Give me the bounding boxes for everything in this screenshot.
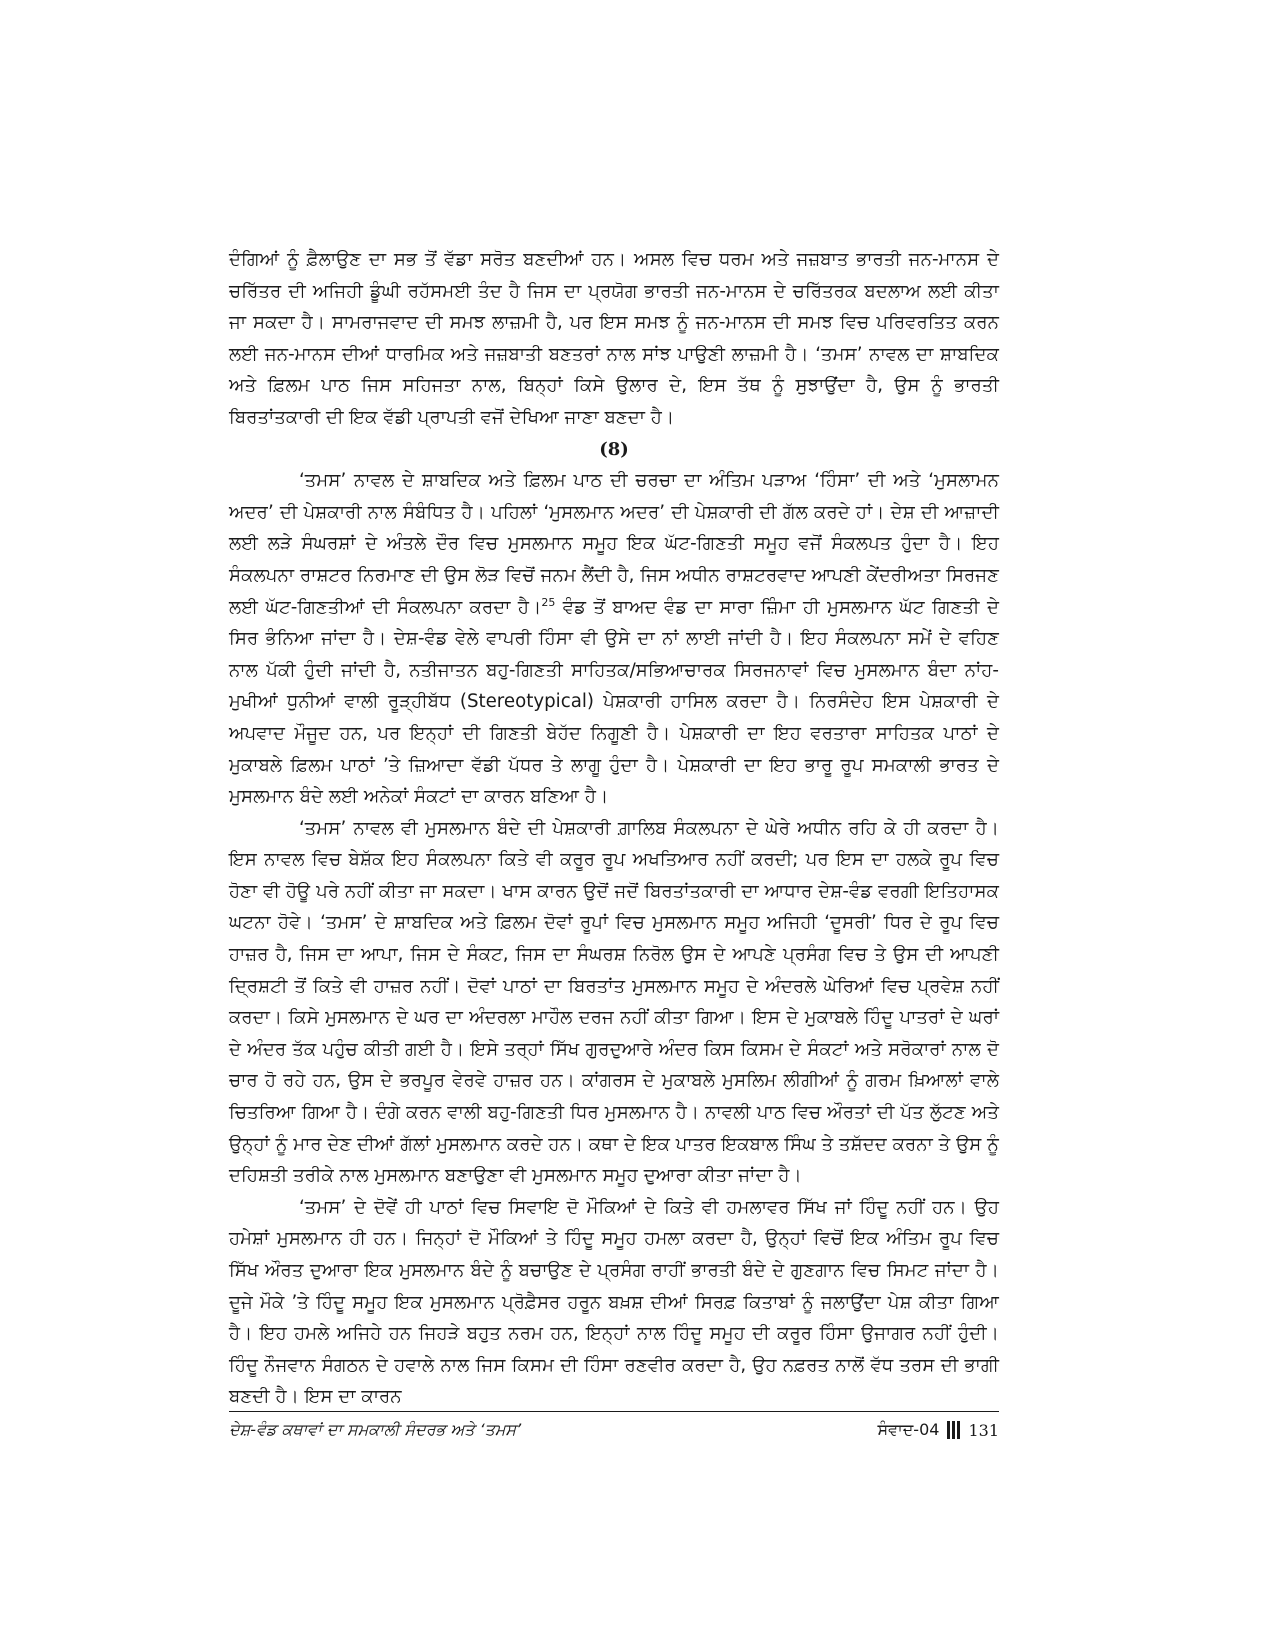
paragraph-4: ‘ਤਮਸ’ ਦੇ ਦੋਵੇਂ ਹੀ ਪਾਠਾਂ ਵਿਚ ਸਿਵਾਇ ਦੋ ਮੌਕਿਆਂ ਦੇ ਕਿਤੇ ਵੀ ਹਮਲਾਵਰ ਸਿੱਖ ਜਾਂ ਹਿੰਦੂ ਨਹੀਂ ਹਨ। ਉਹ ਹਮੇਸ਼ਾਂ ਮੁਸਲਮਾਨ ਹੀ ਹਨ। ਜਿਨ੍ਹਾਂ ਦੋ ਮੌਕਿਆਂ ਤੇ ਹਿੰਦੂ ਸਮੂਹ ਹਮਲਾ ਕਰਦਾ ਹੈ, ਉਨ੍ਹਾਂ ਵਿਚੋਂ ਇਕ ਅੰਤਿਮ ਰੂਪ ਵਿਚ ਸਿੱਖ ਔਰਤ ਦੁਆਰਾ ਇਕ ਮੁਸਲਮਾਨ ਬੰਦੇ ਨੂੰ ਬਚਾਉਣ ਦੇ ਪ੍ਰਸੰਗ ਰਾਹੀਂ ਭਾਰਤੀ ਬੰਦੇ ਦੇ ਗੁਣਗਾਨ ਵਿਚ ਸਿਮਟ ਜਾਂਦਾ ਹੈ। ਦੂਜੇ ਮੌਕੇ ’ਤੇ ਹਿੰਦੂ ਸਮੂਹ ਇਕ ਮੁਸਲਮਾਨ ਪ੍ਰੋਫ਼ੈਸਰ ਹਰੂਨ ਬਖ਼ਸ਼ ਦੀਆਂ ਸਿਰਫ਼ ਕਿਤਾਬਾਂ ਨੂੰ ਜਲਾਉਂਦਾ ਪੇਸ਼ ਕੀਤਾ ਗਿਆ ਹੈ। ਇਹ ਹਮਲੇ ਅਜਿਹੇ ਹਨ ਜਿਹੜੇ ਬਹੁਤ ਨਰਮ ਹਨ, ਇਨ੍ਹਾਂ ਨਾਲ ਹਿੰਦੂ ਸਮੂਹ ਦੀ ਕਰੂਰ ਹਿੰਸਾ ਉਜਾਗਰ ਨਹੀਂ ਹੁੰਦੀ। ਹਿੰਦੂ ਨੌਜਵਾਨ ਸੰਗਠਨ ਦੇ ਹਵਾਲੇ ਨਾਲ ਜਿਸ ਕਿਸਮ ਦੀ ਹਿੰਸਾ ਰਣਵੀਰ ਕਰਦਾ ਹੈ, ਉਹ ਨਫ਼ਰਤ ਨਾਲੋਂ ਵੱਧ ਤਰਸ ਦੀ ਭਾਗੀ ਬਣਦੀ ਹੈ। ਇਸ ਦਾ ਕਾਰਨ xyxy=(229,1196,999,1408)
journal-name: ਸੰਵਾਦ-04 xyxy=(877,1420,940,1439)
paragraph-2-continued: ਵੰਡ ਤੋਂ ਬਾਅਦ ਵੰਡ ਦਾ ਸਾਰਾ ਜ਼ਿੰਮਾ ਹੀ ਮੁਸਲਮਾਨ ਘੱਟ ਗਿਣਤੀ ਦੇ ਸਿਰ ਭੰਨਿਆ ਜਾਂਦਾ ਹੈ। ਦੇਸ਼-ਵੰਡ ਵੇਲੇ ਵਾਪਰੀ ਹਿੰਸਾ ਵੀ ਉਸੇ ਦਾ ਨਾਂ ਲਾਈ ਜਾਂਦੀ ਹੈ। ਇਹ ਸੰਕਲਪਨਾ ਸਮੇਂ ਦੇ ਵਹਿਣ ਨਾਲ ਪੱਕੀ ਹੁੰਦੀ ਜਾਂਦੀ ਹੈ, ਨਤੀਜਾਤਨ ਬਹੁ-ਗਿਣਤੀ ਸਾਹਿਤਕ/ਸਭਿਆਚਾਰਕ ਸਿਰਜਨਾਵਾਂ ਵਿਚ ਮੁਸਲਮਾਨ ਬੰਦਾ ਨਾਂਹ-ਮੁਖੀਆਂ ਧੁਨੀਆਂ ਵਾਲੀ ਰੂੜ੍ਹੀਬੱਧ (Stereotypical) ਪੇਸ਼ਕਾਰੀ ਹਾਸਿਲ ਕਰਦਾ ਹੈ। ਨਿਰਸੰਦੇਹ ਇਸ ਪੇਸ਼ਕਾਰੀ ਦੇ ਅਪਵਾਦ ਮੌਜੂਦ ਹਨ, ਪਰ ਇਨ੍ਹਾਂ ਦੀ ਗਿਣਤੀ ਬੇਹੱਦ ਨਿਗੂਣੀ ਹੈ। ਪੇਸ਼ਕਾਰੀ ਦਾ ਇਹ ਵਰਤਾਰਾ ਸਾਹਿਤਕ ਪਾਠਾਂ ਦੇ ਮੁਕਾਬਲੇ ਫ਼ਿਲਮ ਪਾਠਾਂ ’ਤੇ ਜ਼ਿਆਦਾ ਵੱਡੀ ਪੱਧਰ ਤੇ ਲਾਗੂ ਹੁੰਦਾ ਹੈ। ਪੇਸ਼ਕਾਰੀ ਦਾ ਇਹ ਭਾਰੂ ਰੂਪ ਸਮਕਾਲੀ ਭਾਰਤ ਦੇ ਮੁਸਲਮਾਨ ਬੰਦੇ ਲਈ ਅਨੇਕਾਂ ਸੰਕਟਾਂ ਦਾ ਕਾਰਨ ਬਣਿਆ ਹੈ। xyxy=(229,596,999,808)
page-footer xyxy=(229,1411,999,1440)
section-number: (8) xyxy=(599,438,629,460)
paragraph-1: ਦੰਗਿਆਂ ਨੂੰ ਫ਼ੈਲਾਉਣ ਦਾ ਸਭ ਤੋਂ ਵੱਡਾ ਸਰੋਤ ਬਣਦੀਆਂ ਹਨ। ਅਸਲ ਵਿਚ ਧਰਮ ਅਤੇ ਜਜ਼ਬਾਤ ਭਾਰਤੀ ਜਨ-ਮਾਨਸ ਦੇ ਚਰਿੱਤਰ ਦੀ ਅਜਿਹੀ ਡੂੰਘੀ ਰਹੱਸਮਈ ਤੰਦ ਹੈ ਜਿਸ ਦਾ ਪ੍ਰਯੋਗ ਭਾਰਤੀ ਜਨ-ਮਾਨਸ ਦੇ ਚਰਿੱਤਰਕ ਬਦਲਾਅ ਲਈ ਕੀਤਾ ਜਾ ਸਕਦਾ ਹੈ। ਸਾਮਰਾਜਵਾਦ ਦੀ ਸਮਝ ਲਾਜ਼ਮੀ ਹੈ, ਪਰ ਇਸ ਸਮਝ ਨੂੰ ਜਨ-ਮਾਨਸ ਦੀ ਸਮਝ ਵਿਚ ਪਰਿਵਰਤਿਤ ਕਰਨ ਲਈ ਜਨ-ਮਾਨਸ ਦੀਆਂ ਧਾਰਮਿਕ ਅਤੇ ਜਜ਼ਬਾਤੀ ਬਣਤਰਾਂ ਨਾਲ ਸਾਂਝ ਪਾਉਣੀ ਲਾਜ਼ਮੀ ਹੈ। ‘ਤਮਸ’ ਨਾਵਲ ਦਾ ਸ਼ਾਬਦਿਕ ਅਤੇ ਫ਼ਿਲਮ ਪਾਠ ਜਿਸ ਸਹਿਜਤਾ ਨਾਲ, ਬਿਨ੍ਹਾਂ ਕਿਸੇ ਉਲਾਰ ਦੇ, ਇਸ ਤੱਥ ਨੂੰ ਸੁਝਾਉਂਦਾ ਹੈ, ਉਸ ਨੂੰ ਭਾਰਤੀ ਬਿਰਤਾਂਤਕਾਰੀ ਦੀ ਇਕ ਵੱਡੀ ਪ੍ਰਾਪਤੀ ਵਜੋਂ ਦੇਖਿਆ ਜਾਣਾ ਬਣਦਾ ਹੈ। xyxy=(229,249,999,428)
paragraph-2-text: ‘ਤਮਸ’ ਨਾਵਲ ਦੇ ਸ਼ਾਬਦਿਕ ਅਤੇ ਫ਼ਿਲਮ ਪਾਠ ਦੀ ਚਰਚਾ ਦਾ ਅੰਤਿਮ ਪੜਾਅ ‘ਹਿੰਸਾ’ ਦੀ ਅਤੇ ‘ਮੁਸਲਾਮਨ ਅਦਰ’ ਦੀ ਪੇਸ਼ਕਾਰੀ ਨਾਲ ਸੰਬੰਧਿਤ ਹੈ। ਪਹਿਲਾਂ ‘ਮੁਸਲਮਾਨ ਅਦਰ’ ਦੀ ਪੇਸ਼ਕਾਰੀ ਦੀ ਗੱਲ ਕਰਦੇ ਹਾਂ। ਦੇਸ਼ ਦੀ ਆਜ਼ਾਦੀ ਲਈ ਲੜੇ ਸੰਘਰਸ਼ਾਂ ਦੇ ਅੰਤਲੇ ਦੌਰ ਵਿਚ ਮੁਸਲਮਾਨ ਸਮੂਹ ਇਕ ਘੱਟ-ਗਿਣਤੀ ਸਮੂਹ ਵਜੋਂ ਸੰਕਲਪਤ ਹੁੰਦਾ ਹੈ। ਇਹ ਸੰਕਲਪਨਾ ਰਾਸ਼ਟਰ ਨਿਰਮਾਣ ਦੀ ਉਸ ਲੋੜ ਵਿਚੋਂ ਜਨਮ ਲੈਂਦੀ ਹੈ, ਜਿਸ ਅਧੀਨ ਰਾਸ਼ਟਰਵਾਦ ਆਪਣੀ ਕੇਂਦਰੀਅਤਾ ਸਿਰਜਣ ਲਈ ਘੱਟ-ਗਿਣਤੀਆਂ ਦੀ ਸੰਕਲਪਨਾ ਕਰਦਾ ਹੈ। xyxy=(229,470,999,618)
footnote-reference[interactable]: 25 xyxy=(541,595,556,609)
page-number: 131 xyxy=(968,1420,999,1440)
footer-right xyxy=(877,1420,999,1440)
running-title: ਦੇਸ਼-ਵੰਡ ਕਥਾਵਾਂ ਦਾ ਸਮਕਾਲੀ ਸੰਦਰਭ ਅਤੇ ‘ਤਮਸ’ xyxy=(229,1420,522,1439)
paragraph-3: ‘ਤਮਸ’ ਨਾਵਲ ਵੀ ਮੁਸਲਮਾਨ ਬੰਦੇ ਦੀ ਪੇਸ਼ਕਾਰੀ ਗ਼ਾਲਿਬ ਸੰਕਲਪਨਾ ਦੇ ਘੇਰੇ ਅਧੀਨ ਰਹਿ ਕੇ ਹੀ ਕਰਦਾ ਹੈ। ਇਸ ਨਾਵਲ ਵਿਚ ਬੇਸ਼ੱਕ ਇਹ ਸੰਕਲਪਨਾ ਕਿਤੇ ਵੀ ਕਰੂਰ ਰੂਪ ਅਖਤਿਆਰ ਨਹੀਂ ਕਰਦੀ; ਪਰ ਇਸ ਦਾ ਹਲਕੇ ਰੂਪ ਵਿਚ ਹੋਣਾ ਵੀ ਹੋਊ ਪਰੇ ਨਹੀਂ ਕੀਤਾ ਜਾ ਸਕਦਾ। ਖਾਸ ਕਾਰਨ ਉਦੋਂ ਜਦੋਂ ਬਿਰਤਾਂਤਕਾਰੀ ਦਾ ਆਧਾਰ ਦੇਸ਼-ਵੰਡ ਵਰਗੀ ਇਤਿਹਾਸਕ ਘਟਨਾ ਹੋਵੇ। ‘ਤਮਸ’ ਦੇ ਸ਼ਾਬਦਿਕ ਅਤੇ ਫ਼ਿਲਮ ਦੋਵਾਂ ਰੂਪਾਂ ਵਿਚ ਮੁਸਲਮਾਨ ਸਮੂਹ ਅਜਿਹੀ ‘ਦੂਸਰੀ’ ਧਿਰ ਦੇ ਰੂਪ ਵਿਚ ਹਾਜ਼ਰ ਹੈ, ਜਿਸ ਦਾ ਆਪਾ, ਜਿਸ ਦੇ ਸੰਕਟ, ਜਿਸ ਦਾ ਸੰਘਰਸ਼ ਨਿਰੋਲ ਉਸ ਦੇ ਆਪਣੇ ਪ੍ਰਸੰਗ ਵਿਚ ਤੇ ਉਸ ਦੀ ਆਪਣੀ ਦ੍ਰਿਸ਼ਟੀ ਤੋਂ ਕਿਤੇ ਵੀ ਹਾਜ਼ਰ ਨਹੀਂ। ਦੋਵਾਂ ਪਾਠਾਂ ਦਾ ਬਿਰਤਾਂਤ ਮੁਸਲਮਾਨ ਸਮੂਹ ਦੇ ਅੰਦਰਲੇ ਘੇਰਿਆਂ ਵਿਚ ਪ੍ਰਵੇਸ਼ ਨਹੀਂ ਕਰਦਾ। ਕਿਸੇ ਮੁਸਲਮਾਨ ਦੇ ਘਰ ਦਾ ਅੰਦਰਲਾ ਮਾਹੌਲ ਦਰਜ ਨਹੀਂ ਕੀਤਾ ਗਿਆ। ਇਸ ਦੇ ਮੁਕਾਬਲੇ ਹਿੰਦੂ ਪਾਤਰਾਂ ਦੇ ਘਰਾਂ ਦੇ ਅੰਦਰ ਤੱਕ ਪਹੁੰਚ ਕੀਤੀ ਗਈ ਹੈ। ਇਸੇ ਤਰ੍ਹਾਂ ਸਿੱਖ ਗੁਰਦੁਆਰੇ ਅੰਦਰ ਕਿਸ ਕਿਸਮ ਦੇ ਸੰਕਟਾਂ ਅਤੇ ਸਰੋਕਾਰਾਂ ਨਾਲ ਦੋ ਚਾਰ ਹੋ ਰਹੇ ਹਨ, ਉਸ ਦੇ ਭਰਪੂਰ ਵੇਰਵੇ ਹਾਜ਼ਰ ਹਨ। ਕਾਂਗਰਸ ਦੇ ਮੁਕਾਬਲੇ ਮੁਸਲਿਮ ਲੀਗੀਆਂ ਨੂੰ ਗਰਮ ਖ਼ਿਆਲਾਂ ਵਾਲੇ ਚਿਤਰਿਆ ਗਿਆ ਹੈ। ਦੰਗੇ ਕਰਨ ਵਾਲੀ ਬਹੁ-ਗਿਣਤੀ ਧਿਰ ਮੁਸਲਮਾਨ ਹੈ। ਨਾਵਲੀ ਪਾਠ ਵਿਚ ਔਰਤਾਂ ਦੀ ਪੱਤ ਲੁੱਟਣ ਅਤੇ ਉਨ੍ਹਾਂ ਨੂੰ ਮਾਰ ਦੇਣ ਦੀਆਂ ਗੱਲਾਂ ਮੁਸਲਮਾਨ ਕਰਦੇ ਹਨ। ਕਥਾ ਦੇ ਇਕ ਪਾਤਰ ਇਕਬਾਲ ਸਿੰਘ ਤੇ ਤਸ਼ੱਦਦ ਕਰਨਾ ਤੇ ਉਸ ਨੂੰ ਦਹਿਸ਼ਤੀ ਤਰੀਕੇ ਨਾਲ ਮੁਸਲਮਾਨ ਬਣਾਉਣਾ ਵੀ ਮੁਸਲਮਾਨ ਸਮੂਹ ਦੁਆਰਾ ਕੀਤਾ ਜਾਂਦਾ ਹੈ। xyxy=(229,817,999,1187)
paragraph-2 xyxy=(229,465,999,813)
page-body xyxy=(229,244,999,1413)
triple-bar-icon xyxy=(947,1421,960,1439)
